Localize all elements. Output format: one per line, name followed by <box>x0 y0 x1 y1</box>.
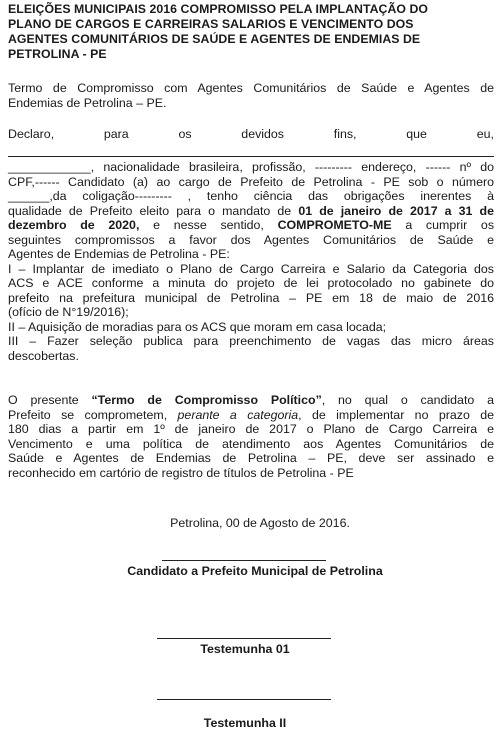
title-line: AGENTES COMUNITÁRIOS DE SAÚDE E AGENTES DE ENDEMIAS DE <box>8 32 421 46</box>
declaro-word: para <box>103 127 129 141</box>
declaro-word: devidos <box>241 127 285 141</box>
term-line <box>8 393 494 408</box>
body-line: prefeito na prefeitura municipal de Petrolina – PE em 18 de maio de 2016 <box>8 290 494 305</box>
body-text: e nesse sentido, <box>139 218 278 232</box>
term-line <box>8 408 494 423</box>
intro-paragraph <box>8 81 494 110</box>
body-line: descobertas. <box>8 348 79 363</box>
body-text: qualidade de Prefeito eleito para o mandato de <box>8 203 299 218</box>
declaro-word: fins, <box>333 127 357 141</box>
term-text: Prefeito se comprometem, <box>8 407 178 422</box>
term-paragraph <box>8 393 494 480</box>
intro-line: Termo de Compromisso com Agentes Comunitários de Saúde e Agentes de <box>8 81 494 95</box>
body-line: (ofício de N°19/2016); <box>8 305 129 319</box>
term-emphasis: perante a categoria <box>177 407 299 422</box>
body-line: ______,da coligação--------- , tenho ciência das obrigações inerentes à <box>8 189 494 203</box>
declaro-line <box>8 127 494 142</box>
commitment-item-3: III – Fazer seleção publica para preenchimento de vagas das micro áreas <box>8 334 494 348</box>
declaro-word: os <box>178 127 192 141</box>
body-line: seguintes compromissos a favor dos Agentes Comunitários de Saúde e <box>8 232 494 247</box>
mandate-dates-end: dezembro de 2020, <box>8 218 140 232</box>
name-blank-line <box>8 156 494 157</box>
term-line: reconhecido em cartório de registro de títulos de Petrolina - PE <box>8 465 354 480</box>
body-line: Agentes de Endemias de Petrolina - PE: <box>8 247 230 261</box>
declaro-word: Declaro, <box>8 127 55 141</box>
declaro-word: que <box>406 127 427 141</box>
body-line: ACS e ACE conforme a minuta do projeto de lei protocolado no gabinete do <box>8 276 494 290</box>
commitment-keyword: COMPROMETO-ME <box>277 218 392 232</box>
declaro-word: eu, <box>476 127 494 141</box>
commitment-item-1: I – Implantar de imediato o Plano de Cargo Carreira e Salario da Categoria dos <box>8 261 494 276</box>
witness1-signature-label: Testemunha 01 <box>200 642 290 656</box>
term-text: , de implementar no prazo de <box>298 407 494 422</box>
body-line <box>8 204 494 219</box>
title-line: ELEIÇÕES MUNICIPAIS 2016 COMPROMISSO PELA IMPLANTAÇÃO DO <box>8 2 429 16</box>
date-line: Petrolina, 00 de Agosto de 2016. <box>170 516 350 530</box>
body-text: a cumprir os <box>391 218 495 232</box>
term-line: Vencimento e uma política de atendimento aos Agentes Comunitários de <box>8 436 494 451</box>
witness1-signature-line <box>157 638 331 639</box>
commitment-item-2: II – Aquisição de moradias para os ACS que moram em casa locada; <box>8 319 387 334</box>
document-title <box>8 2 494 62</box>
title-line: PLANO DE CARGOS E CARREIRAS SALARIOS E VENCIMENTO DOS <box>8 17 414 31</box>
body-line: CPF,------ Candidato (a) ao cargo de Prefeito de Petrolina - PE sob o número <box>8 174 494 189</box>
witness2-signature-label: Testemunha II <box>203 716 287 730</box>
mandate-dates: 01 de janeiro de 2017 a 31 de <box>298 203 495 218</box>
candidate-signature-line <box>162 560 326 561</box>
term-text: , no qual o candidato a <box>321 393 494 407</box>
term-title: “Termo de Compromisso Político” <box>91 393 322 407</box>
term-line: Saúde e Agentes de Endemias de Petrolina – PE, deve ser assinado e <box>8 451 494 465</box>
title-line: PETROLINA - PE <box>8 47 107 61</box>
candidate-signature-label: Candidato a Prefeito Municipal de Petrolina <box>127 564 383 578</box>
body-line <box>8 218 494 233</box>
witness2-signature-line <box>157 699 331 700</box>
term-line: 180 dias a partir em 1º de janeiro de 2017 o Plano de Cargo Carreira e <box>8 422 494 436</box>
body-line: ____________, nacionalidade brasileira, profissão, --------- endereço, ------ nº do <box>8 160 494 174</box>
term-text: O presente <box>8 393 92 407</box>
declaration-body <box>8 160 494 363</box>
intro-line: Endemias de Petrolina – PE. <box>8 95 167 110</box>
